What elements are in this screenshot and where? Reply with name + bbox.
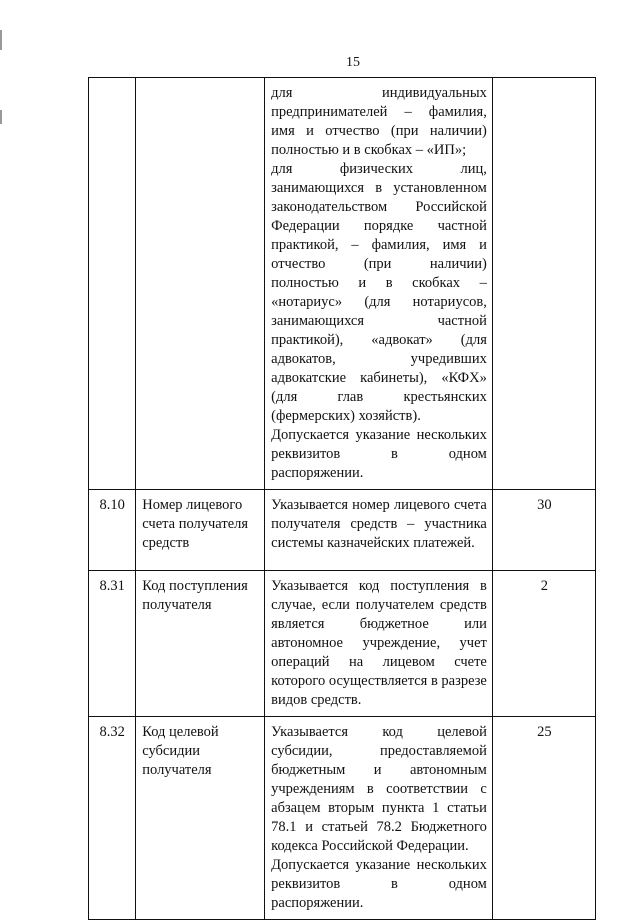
cell-number: 8.31	[89, 571, 136, 717]
description-paragraph: для физических лиц, занимающихся в установленном законодательством Российской Федерации порядке частной практикой, – фамилия, имя и отчество (при наличии) полностью и в скобках – «нотариус» (для нотариусов, занимающихся частной практикой), «адвокат» (для адвокатов, учредивших адвокатские кабинеты), «КФХ» (для глав крестьянских (фермерских) хозяйств).	[271, 161, 487, 424]
cell-length	[492, 78, 595, 490]
table-row	[89, 490, 596, 571]
cell-name: Код целевой субсидии получателя	[136, 717, 265, 920]
table-row	[89, 571, 596, 717]
description-paragraph: для индивидуальных предпринимателей – фамилия, имя и отчество (при наличии) полностью и в скобках – «ИП»;	[271, 85, 487, 158]
cell-description	[265, 571, 493, 717]
cell-name	[136, 78, 265, 490]
requisites-table	[88, 77, 596, 920]
page-number: 15	[346, 55, 360, 70]
cell-name: Код поступления получателя	[136, 571, 265, 717]
cell-length: 30	[492, 490, 595, 571]
cell-length: 25	[492, 717, 595, 920]
description-paragraph: Указывается код целевой субсидии, предоставляемой бюджетным и автономным учреждениям в соответствии с абзацем вторым пункта 1 статьи 78.1 и статьей 78.2 Бюджетного кодекса Российской Федерации.	[271, 724, 487, 854]
cell-number: 8.10	[89, 490, 136, 571]
cell-description	[265, 78, 493, 490]
description-paragraph: Указывается код поступления в случае, если получателем средств является бюджетное или автономное учреждение, учет операций на лицевом счете которого осуществляется в разрезе видов средств.	[271, 578, 487, 708]
cell-description	[265, 717, 493, 920]
scan-edge-mark	[0, 110, 2, 124]
cell-number: 8.32	[89, 717, 136, 920]
description-paragraph: Допускается указание нескольких реквизитов в одном распоряжении.	[271, 427, 487, 481]
cell-number	[89, 78, 136, 490]
cell-description	[265, 490, 493, 571]
table-row	[89, 717, 596, 920]
description-paragraph: Допускается указание нескольких реквизитов в одном распоряжении.	[271, 857, 487, 911]
cell-length: 2	[492, 571, 595, 717]
scan-edge-mark	[0, 30, 2, 50]
description-paragraph: Указывается номер лицевого счета получателя средств – участника системы казначейских платежей.	[271, 497, 487, 551]
table-row	[89, 78, 596, 490]
cell-name: Номер лицевого счета получателя средств	[136, 490, 265, 571]
